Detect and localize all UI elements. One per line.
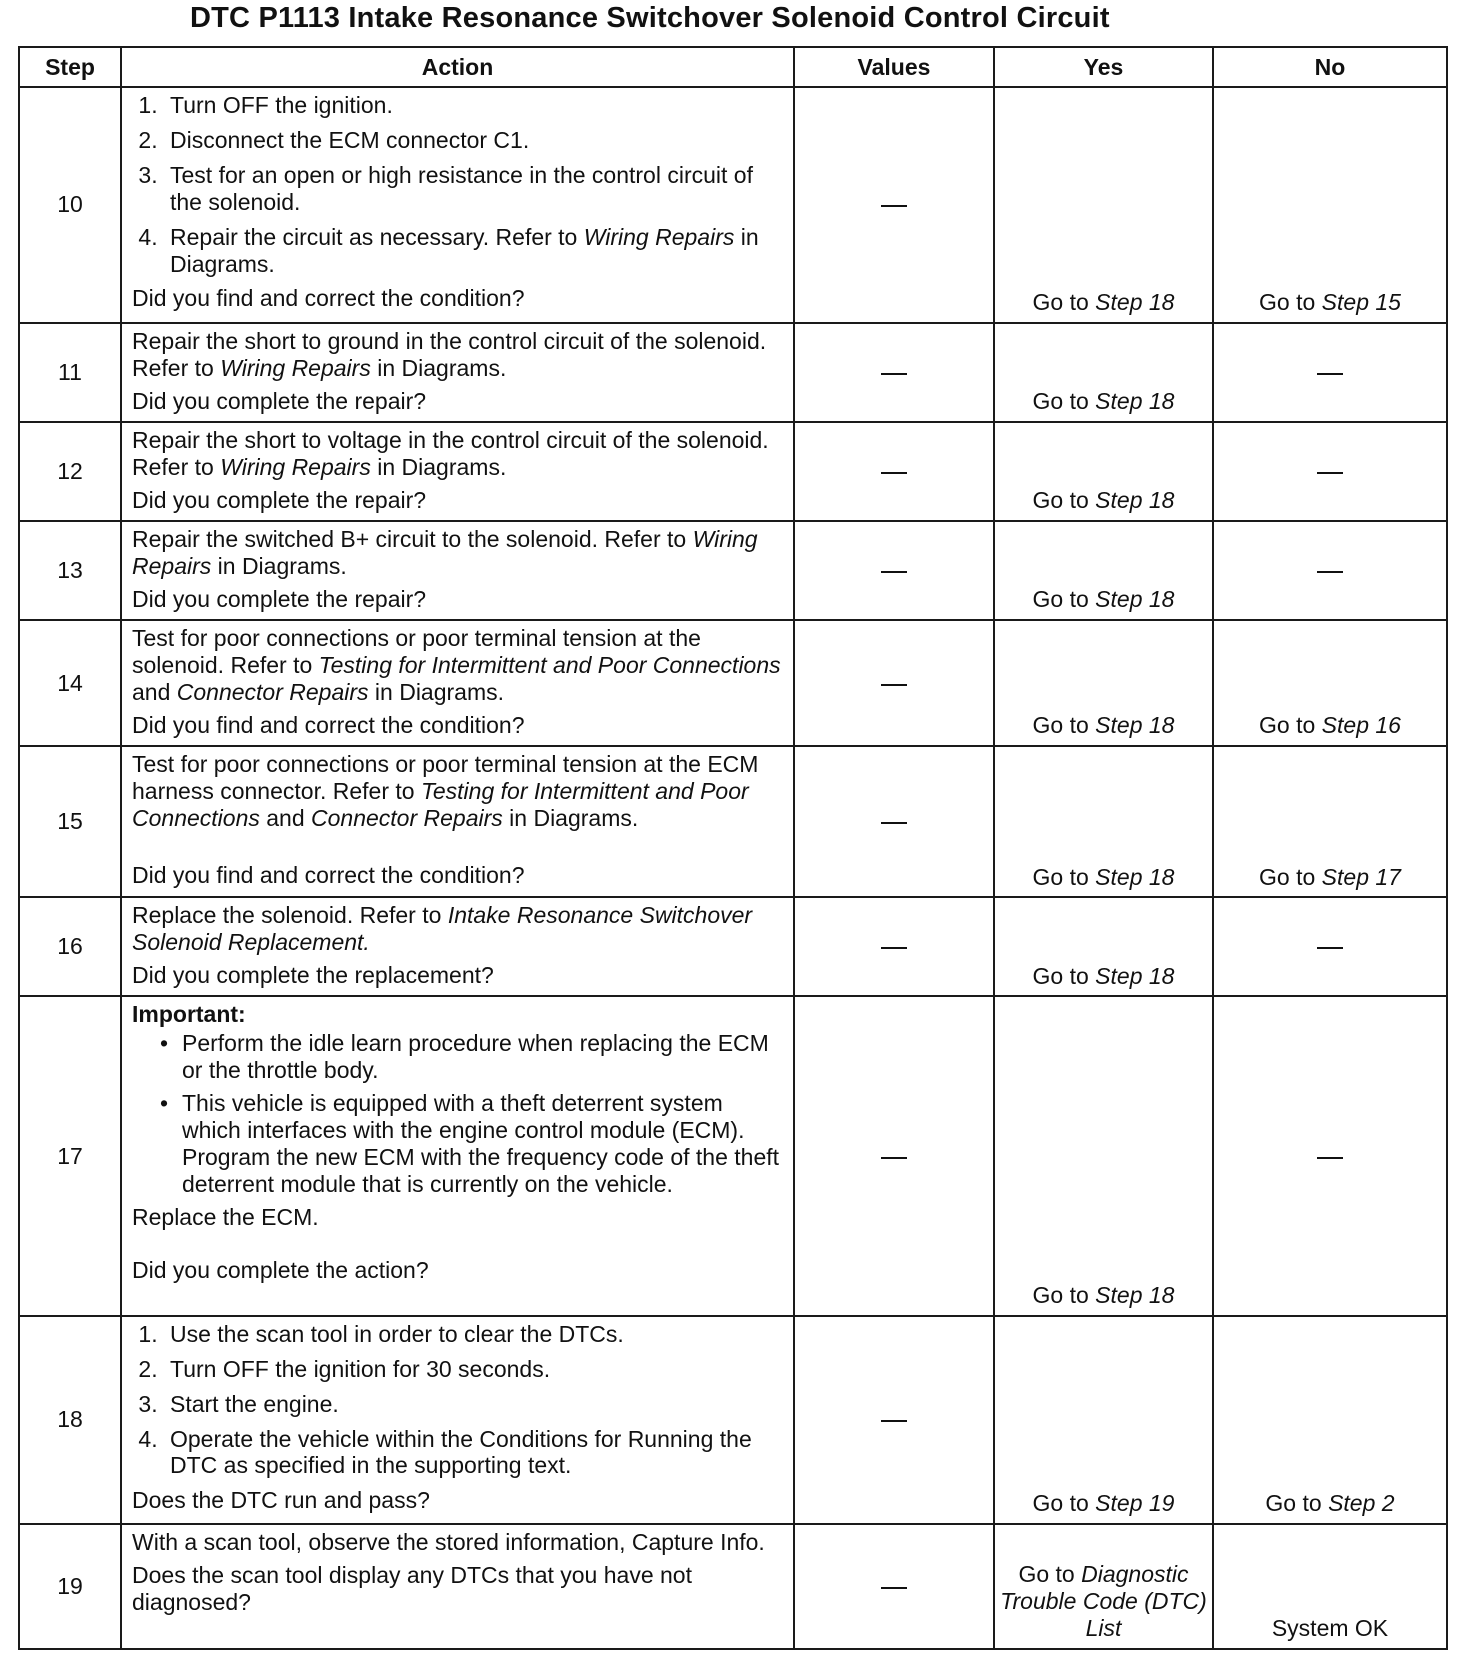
action-step: 1. Use the scan tool in order to clear the DTCs. [164,1321,787,1348]
table-row [19,422,1447,521]
action-cell [121,897,794,996]
action-text: Repair the short to ground in the control circuit of the solenoid. Refer to Wiring Repairs in Diagrams. [132,327,767,381]
header-action: Action [121,47,794,87]
values-cell [794,422,994,521]
yes-link[interactable]: Go to Step 18 [994,422,1213,521]
action-text: With a scan tool, observe the stored information, Capture Info. [132,1529,765,1556]
table-row [19,323,1447,422]
table-row [19,521,1447,620]
values-cell [794,323,994,422]
values-cell [794,996,994,1315]
yes-link[interactable]: Go to Step 18 [994,996,1213,1315]
bullet-note: • This vehicle is equipped with a theft deterrent system which interfaces with the engine control module (ECM). Program the new ECM with the frequency code of the theft deterrent module that is currently on the vehicle. [182,1090,787,1198]
dash-mark [881,684,907,686]
action-step: 2. Disconnect the ECM connector C1. [164,127,787,154]
header-values: Values [794,47,994,87]
action-step: 1. Turn OFF the ignition. [164,92,787,119]
dash-mark [1317,472,1343,474]
dash-mark [1317,373,1343,375]
action-question: Did you find and correct the condition? [132,711,525,738]
action-question: Did you complete the repair? [132,387,427,414]
table-row [19,996,1447,1315]
values-cell [794,87,994,323]
no-result: System OK [1213,1524,1447,1649]
dash-mark [881,1157,907,1159]
action-steps [132,92,787,277]
action-question: Does the DTC run and pass? [132,1487,430,1514]
yes-link[interactable]: Go to Step 18 [994,521,1213,620]
header-yes: Yes [994,47,1213,87]
no-cell [1213,996,1447,1315]
dash-mark [881,205,907,207]
action-step: 4. Repair the circuit as necessary. Refer to Wiring Repairs in Diagrams. [164,224,787,278]
dash-mark [881,1587,907,1589]
yes-link[interactable]: Go to Step 19 [994,1316,1213,1524]
values-cell [794,746,994,897]
dash-mark [881,571,907,573]
yes-link[interactable]: Go to Step 18 [994,323,1213,422]
no-link[interactable]: Go to Step 2 [1213,1316,1447,1524]
no-cell [1213,521,1447,620]
table-row [19,897,1447,996]
action-steps [132,1321,787,1480]
important-notes [132,1030,787,1197]
step-number: 19 [19,1524,121,1649]
yes-link[interactable]: Go to Step 18 [994,620,1213,747]
action-question: Did you complete the action? [132,1256,429,1283]
no-link[interactable]: Go to Step 17 [1213,746,1447,897]
action-cell [121,620,794,747]
action-cell [121,1524,794,1649]
yes-link[interactable]: Go to Step 18 [994,897,1213,996]
action-cell [121,323,794,422]
action-text: Repair the short to voltage in the control circuit of the solenoid. Refer to Wiring Repairs in Diagrams. [132,426,769,480]
step-number: 18 [19,1316,121,1524]
action-question: Did you complete the repair? [132,585,427,612]
yes-link[interactable]: Go to Step 18 [994,746,1213,897]
action-question: Did you find and correct the condition? [132,862,525,889]
no-cell [1213,897,1447,996]
step-number: 13 [19,521,121,620]
important-label: Important: [132,1001,246,1028]
step-number: 11 [19,323,121,422]
action-text: Replace the solenoid. Refer to Intake Resonance Switchover Solenoid Replacement. [132,902,753,956]
action-step: 4. Operate the vehicle within the Conditions for Running the DTC as specified in the supporting text. [164,1426,787,1480]
table-row [19,1524,1447,1649]
action-cell [121,1316,794,1524]
no-link[interactable]: Go to Step 15 [1213,87,1447,323]
action-step: 3. Test for an open or high resistance in the control circuit of the solenoid. [164,162,787,216]
dash-mark [881,373,907,375]
action-step: 2. Turn OFF the ignition for 30 seconds. [164,1356,787,1383]
action-text: Repair the switched B+ circuit to the solenoid. Refer to Wiring Repairs in Diagrams. [132,525,758,579]
yes-link[interactable]: Go to Diagnostic Trouble Code (DTC) List [994,1524,1213,1649]
dash-mark [881,947,907,949]
bullet-note: • Perform the idle learn procedure when replacing the ECM or the throttle body. [182,1030,787,1084]
yes-link[interactable]: Go to Step 18 [994,87,1213,323]
action-question: Did you complete the replacement? [132,962,494,989]
action-step: 3. Start the engine. [164,1391,787,1418]
action-cell [121,996,794,1315]
action-question: Did you complete the repair? [132,486,427,513]
header-row [19,47,1447,87]
step-number: 12 [19,422,121,521]
action-cell [121,422,794,521]
diagnostic-table [18,46,1448,1650]
action-question: Did you find and correct the condition? [132,285,525,312]
table-row [19,87,1447,323]
step-number: 15 [19,746,121,897]
no-link[interactable]: Go to Step 16 [1213,620,1447,747]
page-title: DTC P1113 Intake Resonance Switchover Solenoid Control Circuit [190,2,1110,34]
values-cell [794,620,994,747]
values-cell [794,897,994,996]
dash-mark [1317,571,1343,573]
action-text: Replace the ECM. [132,1203,319,1230]
action-cell [121,521,794,620]
no-cell [1213,323,1447,422]
step-number: 16 [19,897,121,996]
action-question: Does the scan tool display any DTCs that you have not diagnosed? [132,1561,692,1615]
step-number: 10 [19,87,121,323]
table-row [19,746,1447,897]
step-number: 17 [19,996,121,1315]
dash-mark [1317,1157,1343,1159]
values-cell [794,1316,994,1524]
header-no: No [1213,47,1447,87]
table-row [19,620,1447,747]
dash-mark [881,1420,907,1422]
values-cell [794,521,994,620]
dash-mark [881,472,907,474]
action-cell [121,87,794,323]
action-text: Test for poor connections or poor terminal tension at the ECM harness connector. Refer to Testing for Intermittent and Poor Connections and Connector Repairs in Diagrams. [132,751,759,832]
values-cell [794,1524,994,1649]
action-text: Test for poor connections or poor terminal tension at the solenoid. Refer to Testing for Intermittent and Poor Connections and Connector Repairs in Diagrams. [132,624,781,705]
no-cell [1213,422,1447,521]
step-number: 14 [19,620,121,747]
dash-mark [881,822,907,824]
action-cell [121,746,794,897]
header-step: Step [19,47,121,87]
dash-mark [1317,947,1343,949]
table-row [19,1316,1447,1524]
